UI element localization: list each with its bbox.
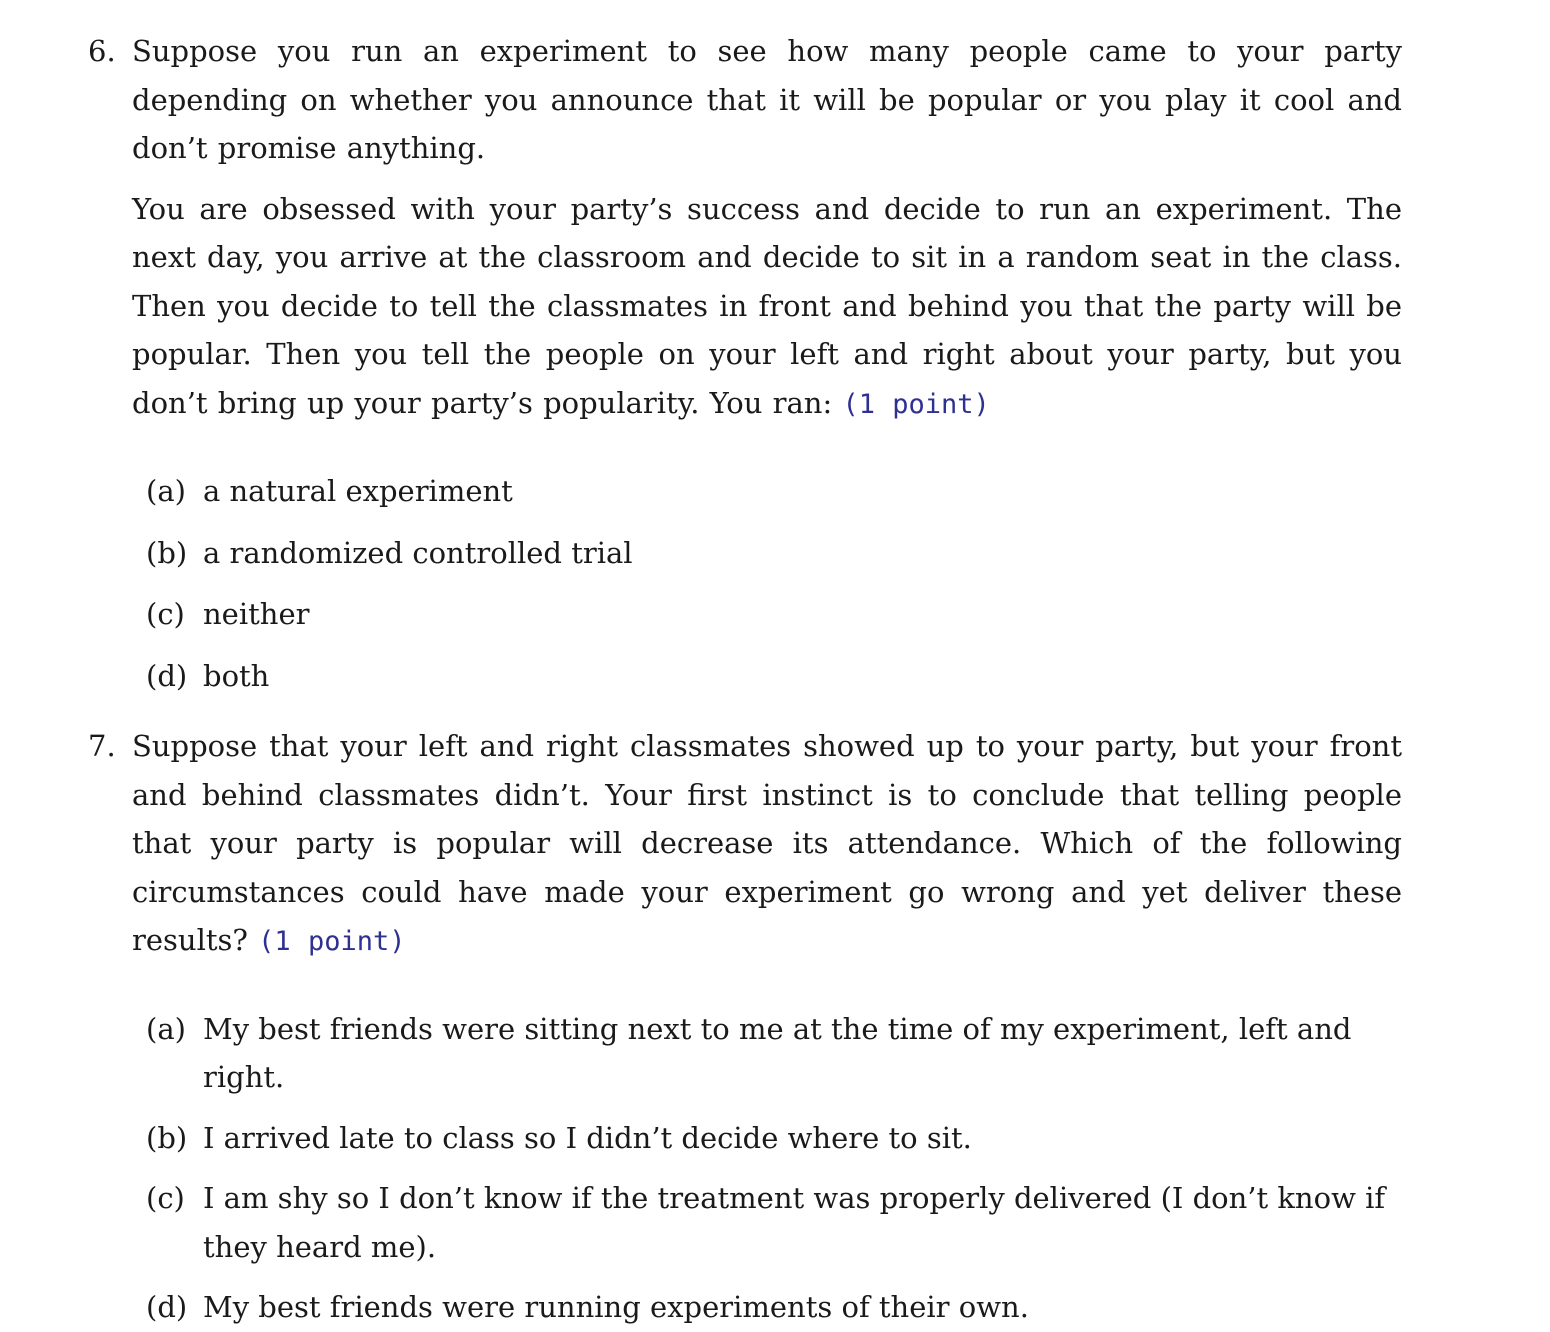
question-stem <box>132 722 1402 967</box>
points-label: (1 point) <box>842 388 990 420</box>
stem-text: Suppose that your left and right classmates showed up to your party, but your front and behind classmates didn’t. Your first instinct is to conclude that telling people that your party is popular will decrease its attendance. Which of the following circumstances could have made your experiment go wrong and yet deliver these results? <box>132 729 1402 957</box>
question-body <box>132 27 1402 700</box>
question-body <box>132 722 1402 1332</box>
question-stem <box>132 27 1402 173</box>
option-text: My best friends were running experiments of their own. <box>203 1290 1029 1324</box>
question-7 <box>88 722 1402 1332</box>
question-6 <box>88 27 1402 700</box>
option-d[interactable] <box>132 652 1402 701</box>
option-label: (b) <box>146 535 188 570</box>
option-text: neither <box>203 597 310 631</box>
option-c[interactable] <box>132 1174 1402 1271</box>
option-d[interactable] <box>132 1283 1402 1332</box>
stem-text: Suppose you run an experiment to see how many people came to your party depending on whether you announce that it will be popular or you play it cool and don’t promise anything. <box>132 34 1402 165</box>
option-label: (d) <box>146 658 188 693</box>
option-label: (c) <box>146 1181 185 1215</box>
answer-options <box>132 1005 1402 1332</box>
option-text: both <box>203 658 270 693</box>
question-number: 7. <box>88 729 116 763</box>
option-b[interactable] <box>132 1114 1402 1163</box>
option-label: (c) <box>146 597 185 631</box>
option-label: (a) <box>146 474 186 508</box>
option-label: (b) <box>146 1120 188 1155</box>
option-label: (a) <box>146 1011 186 1046</box>
option-text: a randomized controlled trial <box>203 535 633 570</box>
option-a[interactable] <box>132 1005 1402 1102</box>
option-text: a natural experiment <box>203 474 513 508</box>
answer-options <box>132 467 1402 700</box>
option-b[interactable] <box>132 529 1402 578</box>
points-label: (1 point) <box>258 926 406 957</box>
option-text: I arrived late to class so I didn’t decide where to sit. <box>203 1120 972 1155</box>
question-number: 6. <box>88 34 116 68</box>
option-text: My best friends were sitting next to me at the time of my experiment, left and right. <box>203 1011 1352 1094</box>
option-c[interactable] <box>132 590 1402 639</box>
question-scenario <box>132 185 1402 430</box>
option-a[interactable] <box>132 467 1402 516</box>
option-label: (d) <box>146 1290 188 1324</box>
scenario-text: You are obsessed with your party’s success and decide to run an experiment. The next day, you arrive at the classroom and decide to sit in a random seat in the class. Then you decide to tell the classmates in front and behind you that the party will be popular. Then you tell the people on your left and right about your party, but you don’t bring up your party’s popularity. You ran: <box>132 191 1402 420</box>
option-text: I am shy so I don’t know if the treatment was properly delivered (I don’t know if they heard me). <box>203 1181 1386 1264</box>
